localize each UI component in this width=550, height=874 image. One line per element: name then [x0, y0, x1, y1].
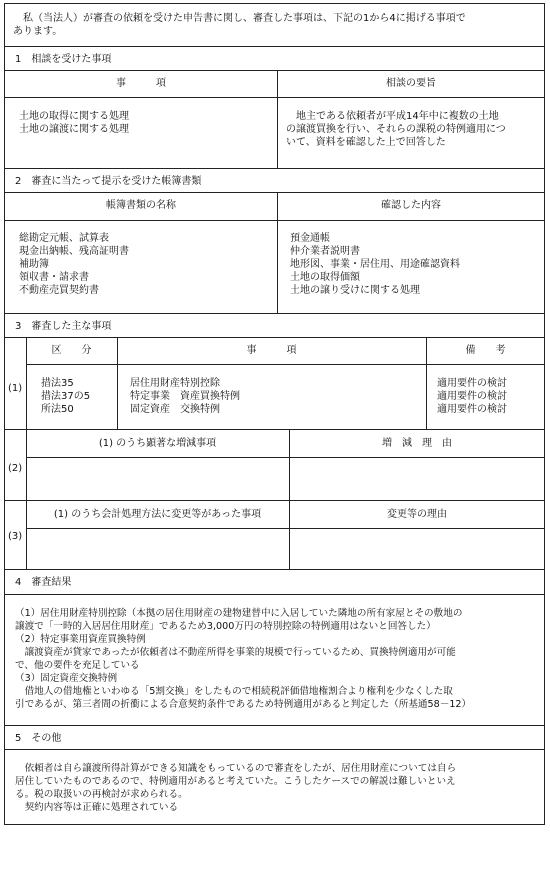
text-line: で、他の要件を充足している [15, 660, 140, 671]
text-line: 居住していたものであるので、特例適用があると考えていた。こうしたケースでの解説は難しいといえ [15, 776, 456, 787]
text-line: 補助簿 [19, 259, 49, 270]
text-line: 地主である依頼者が平成14年中に複数の土地 [286, 111, 499, 122]
text-line: 居住用財産特別控除 [130, 378, 220, 389]
section5-body [15, 762, 456, 814]
text-line: 所法50 [41, 404, 74, 415]
text-line: 特定事業 資産買換特例 [130, 391, 240, 402]
text-line: 固定資産 交換特例 [130, 404, 220, 415]
intro-text [13, 12, 466, 38]
section2-col-name: 帳簿書類の名称 [106, 200, 176, 211]
text-line: 譲渡資産が貸家であったが依頼者は不動産所得を事業的規模で行っているため、買換特例適用が可能 [15, 647, 456, 658]
text-line: 不動産売買契約書 [19, 285, 99, 296]
text-line: いて、資料を確認した上で回答した [286, 137, 446, 148]
text-line: の譲渡買換を行い、それらの課税の特例適用につ [286, 124, 506, 135]
text-line: る。税の取扱いの再検討が求められる。 [15, 789, 188, 800]
section3-row2-left: (1) のうち顕著な増減事項 [98, 438, 217, 449]
section1-title: 1 相談を受けた事項 [15, 54, 112, 65]
text-line: （1）居住用財産特別控除（本拠の居住用財産の建物建替中に入居していた隣地の所有家屋とその敷地の [15, 608, 463, 619]
text-line: （3）固定資産交換特例 [15, 673, 118, 684]
section2-col-content: 確認した内容 [381, 200, 441, 211]
section1-col-yoshi: 相談の要旨 [386, 78, 436, 89]
section3-row1-label: (1) [8, 383, 23, 394]
text-line: 私（当法人）が審査の依頼を受けた申告書に関し、審査した事項は、下記の1から4に掲げる事項で [13, 13, 466, 24]
text-line: 措法35 [41, 378, 74, 389]
text-line: 現金出納帳、残高証明書 [19, 246, 129, 257]
section1-col-jiko: 事 項 [116, 78, 166, 89]
text-line: 仲介業者説明書 [290, 246, 360, 257]
section3-row3-label: (3) [8, 531, 23, 542]
text-line: 土地の譲り受けに関する処理 [290, 285, 420, 296]
text-line: 適用要件の検討 [437, 391, 507, 402]
section3-jiko-list [130, 377, 240, 416]
text-line: 領収書・請求書 [19, 272, 89, 283]
section4-body [15, 607, 471, 711]
section3-col-kubun: 区 分 [51, 345, 92, 356]
section2-title: 2 審査に当たって提示を受けた帳簿書類 [15, 176, 202, 187]
document-frame [4, 3, 545, 825]
section3-title: 3 審査した主な事項 [15, 321, 112, 332]
section2-left-list [19, 232, 129, 297]
section4-title: 4 審査結果 [15, 577, 72, 588]
section3-row3-left: (1) のうち会計処理方法に変更等があった事項 [53, 509, 262, 520]
text-line: 地形図、事業・居住用、用途確認資料 [290, 259, 460, 270]
text-line: 適用要件の検討 [437, 404, 507, 415]
text-line: 借地人の借地権といわゆる「5割交換」をしたもので相続税評価借地権割合より権利を少なくした取 [15, 686, 453, 697]
text-line: 総勘定元帳、試算表 [19, 233, 109, 244]
section3-col-biko: 備 考 [465, 345, 506, 356]
section3-row2-label: (2) [8, 463, 23, 474]
section3-row2-right: 増 減 理 由 [382, 438, 452, 449]
section1-left-list [19, 110, 129, 136]
section1-right-text [286, 110, 506, 149]
text-line: 土地の取得価額 [290, 272, 360, 283]
text-line: 引であるが、第三者間の折衝による合意契約条件であるため特例適用があると判定した（所基通58－12） [15, 699, 472, 710]
text-line: （2）特定事業用資産買換特例 [15, 634, 146, 645]
section3-biko-list [437, 377, 507, 416]
text-line: 預金通帳 [290, 233, 330, 244]
text-line: 譲渡で「一時的入居居住用財産」であるため3,000万円の特別控除の特例適用はないと回答した） [15, 621, 436, 632]
section3-col-jiko: 事 項 [246, 345, 297, 356]
section3-row3-right: 変更等の理由 [387, 509, 447, 520]
section5-title: 5 その他 [15, 733, 62, 744]
text-line: 適用要件の検討 [437, 378, 507, 389]
text-line: あります。 [13, 26, 63, 37]
section3-kubun-list [41, 377, 90, 416]
section2-right-list [290, 232, 460, 297]
text-line: 契約内容等は正確に処理されている [15, 802, 179, 813]
text-line: 土地の譲渡に関する処理 [19, 124, 129, 135]
text-line: 措法37の5 [41, 391, 91, 402]
text-line: 土地の取得に関する処理 [19, 111, 129, 122]
text-line: 依頼者は自ら譲渡所得計算ができる知識をもっているので審査をしたが、居住用財産については自ら [15, 763, 457, 774]
